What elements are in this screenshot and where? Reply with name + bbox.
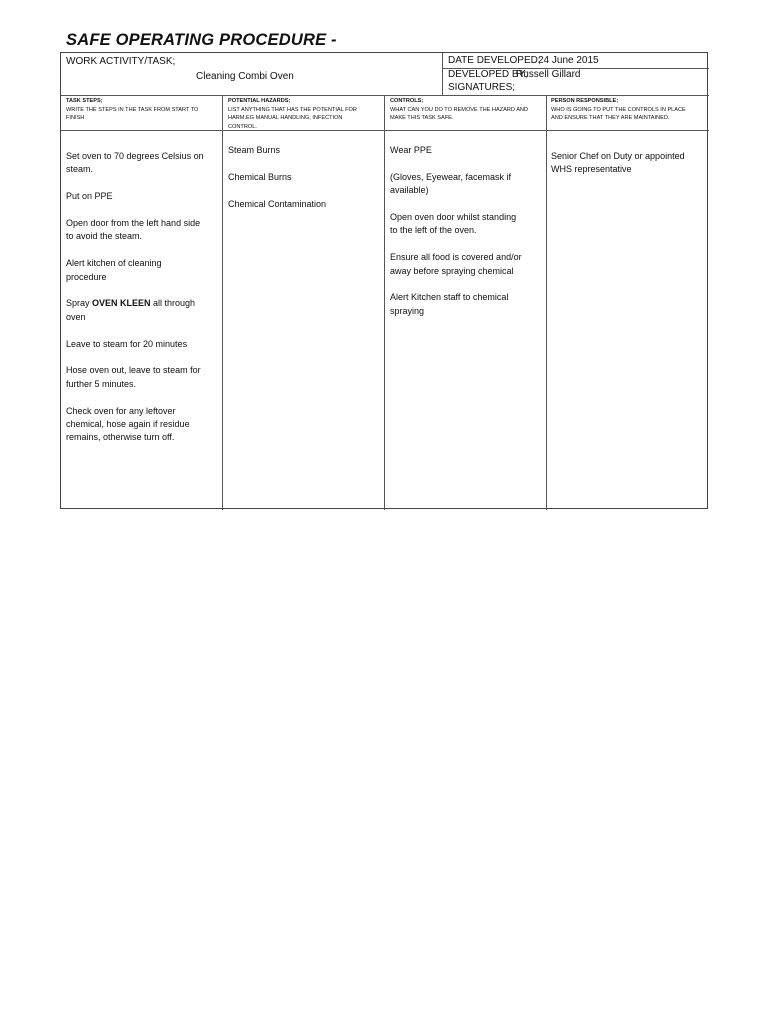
column-divider-1 <box>222 95 223 510</box>
control-line: to the left of the oven. <box>390 225 477 236</box>
date-developed-value: 24 June 2015 <box>538 55 599 66</box>
control-item <box>390 211 522 238</box>
signatures-label: SIGNATURES; <box>448 82 516 93</box>
task-steps-list <box>66 150 204 458</box>
task-steps-heading-title: TASK STEPS; <box>66 98 103 104</box>
potential-hazards-heading-line: HARM.EG MANUAL HANDLING, INFECTION <box>228 115 343 122</box>
task-step-line: Hose oven out, leave to steam for <box>66 365 201 376</box>
controls-heading-line: WHAT CAN YOU DO TO REMOVE THE HAZARD AND <box>390 106 528 113</box>
person-responsible-line: Senior Chef on Duty or appointed <box>551 151 685 161</box>
column-divider-2 <box>384 95 385 510</box>
hazard-line: Chemical Burns <box>228 171 292 182</box>
task-step-line: Check oven for any leftover <box>66 405 176 416</box>
developed-by-value: Russell Gillard <box>516 69 581 80</box>
potential-hazards-heading <box>228 97 357 131</box>
controls-heading <box>390 97 528 123</box>
task-step-line: oven <box>66 311 86 322</box>
task-step-line: remains, otherwise turn off. <box>66 432 175 443</box>
hazard-line: Chemical Contamination <box>228 198 327 209</box>
column-divider-3 <box>546 95 547 510</box>
procedure-table <box>60 52 708 509</box>
person-responsible-list <box>551 150 685 190</box>
potential-hazards-heading-line: LIST ANYTHING THAT HAS THE POTENTIAL FOR <box>228 106 357 113</box>
task-steps-heading <box>66 97 198 123</box>
developed-by-label: DEVELOPED BY; <box>448 69 528 80</box>
task-steps-heading-line: WRITE THE STEPS IN THE TASK FROM START TO <box>66 106 199 113</box>
control-item <box>390 291 522 318</box>
task-step-line: Leave to steam for 20 minutes <box>66 338 188 349</box>
task-step <box>66 190 204 203</box>
control-item <box>390 171 522 198</box>
hazard-item <box>228 144 326 157</box>
controls-heading-line: MAKE THIS TASK SAFE. <box>390 115 454 122</box>
date-developed-label: DATE DEVELOPED; <box>448 55 541 66</box>
controls-heading-title: CONTROLS; <box>390 98 424 104</box>
task-step <box>66 150 204 177</box>
task-step-line: chemical, hose again if residue <box>66 419 190 430</box>
task-step-line: Open door from the left hand side <box>66 218 201 228</box>
person-responsible-line: WHS representative <box>551 164 632 175</box>
hazard-item <box>228 198 326 211</box>
person-responsible-heading-line: AND ENSURE THAT THEY ARE MAINTAINED. <box>551 115 670 122</box>
hazard-item <box>228 171 326 184</box>
task-steps-heading-line: FINISH <box>66 115 85 122</box>
control-item <box>390 251 522 278</box>
control-line: available) <box>390 185 429 196</box>
task-step-line: Alert kitchen of cleaning <box>66 258 162 269</box>
potential-hazards-heading-title: POTENTIAL HAZARDS; <box>228 98 291 104</box>
document-title: SAFE OPERATING PROCEDURE - <box>66 31 337 49</box>
control-item <box>390 144 522 157</box>
task-step-line: to avoid the steam. <box>66 231 143 242</box>
person-responsible-heading-line: WHO IS GOING TO PUT THE CONTROLS IN PLACE <box>551 106 686 113</box>
task-step <box>66 257 204 284</box>
person-responsible-item <box>551 150 685 177</box>
hazards-list <box>228 144 326 224</box>
person-responsible-heading-title: PERSON RESPONSIBLE; <box>551 98 619 104</box>
control-line: Open oven door whilst standing <box>390 212 517 222</box>
person-responsible-heading <box>551 97 686 123</box>
controls-list <box>390 144 522 332</box>
task-step-line: further 5 minutes. <box>66 378 137 389</box>
task-step <box>66 217 204 244</box>
work-activity-label: WORK ACTIVITY/TASK; <box>66 56 176 67</box>
column-heading-divider <box>61 130 709 131</box>
task-step-line <box>66 297 204 310</box>
task-step-text: Spray <box>66 298 93 309</box>
control-line: (Gloves, Eyewear, facemask if <box>390 171 512 182</box>
task-step-line: Put on PPE <box>66 191 113 202</box>
task-step <box>66 364 204 391</box>
header-vertical-divider <box>442 53 443 95</box>
control-line: away before spraying chemical <box>390 265 514 276</box>
control-line: Wear PPE <box>390 145 432 155</box>
control-line: Alert Kitchen staff to chemical <box>390 292 509 303</box>
task-step-text: all through <box>150 298 196 309</box>
task-step <box>66 297 204 324</box>
header-row-divider-2 <box>61 95 709 96</box>
task-step-line: Set oven to 70 degrees Celsius on <box>66 151 204 161</box>
control-line: spraying <box>390 305 425 316</box>
work-activity-value: Cleaning Combi Oven <box>196 71 294 82</box>
task-step <box>66 405 204 445</box>
task-step-line: steam. <box>66 164 94 175</box>
control-line: Ensure all food is covered and/or <box>390 252 522 263</box>
task-step <box>66 338 204 351</box>
potential-hazards-heading-line: CONTROL. <box>228 123 257 130</box>
task-step-line: procedure <box>66 271 107 282</box>
hazard-line: Steam Burns <box>228 145 281 155</box>
product-name: OVEN KLEEN <box>92 298 151 309</box>
